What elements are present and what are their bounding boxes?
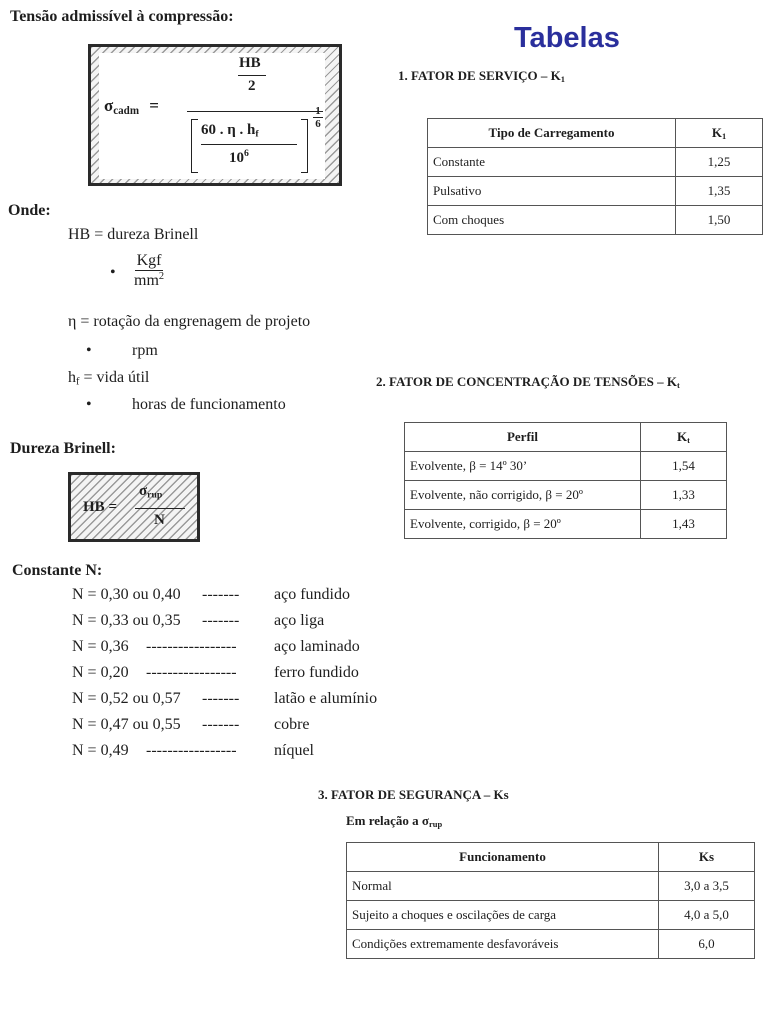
eta-definition: η = rotação da engrenagem de projeto [68, 313, 311, 330]
brinell-formula-box: HB = $\sigma_{rup}$ N [68, 472, 200, 542]
list-item: N = 0,30 ou 0,40 ------- aço fundido [72, 586, 350, 603]
exponent: 1 6 [313, 105, 323, 130]
table-row: Normal 3,0 a 3,5 [347, 872, 755, 901]
list-item: N = 0,20 ----------------- ferro fundido [72, 664, 359, 681]
bracket-numerator: 60 . η . $h_f$ [201, 122, 259, 140]
table-header-row: Tipo de Carregamento $K_1$ [428, 119, 763, 148]
list-item: N = 0,47 ou 0,55 ------- cobre [72, 716, 310, 733]
table-header-row: Funcionamento Ks [347, 843, 755, 872]
brinell-numerator: $\sigma_{rup}$ [139, 483, 163, 501]
service-factor-table [427, 118, 763, 235]
table-row: Evolvente, não corrigido, β = 20º 1,33 [405, 481, 727, 510]
safety-factor-table [346, 842, 755, 959]
stress-concentration-table [404, 422, 727, 539]
table-row: Com choques 1,50 [428, 206, 763, 235]
list-item: N = 0,33 ou 0,35 ------- aço liga [72, 612, 325, 629]
brinell-denominator: N [154, 512, 165, 528]
table-row: Evolvente, corrigido, β = 20º 1,43 [405, 510, 727, 539]
table3-title: 3. FATOR DE SEGURANÇA – Ks [318, 787, 509, 802]
table1-title: 1. FATOR DE SERVIÇO – $K_1$ [398, 68, 566, 85]
right-bracket [301, 119, 308, 173]
table-row: Pulsativo 1,35 [428, 177, 763, 206]
table-row: Condições extremamente desfavoráveis 6,0 [347, 930, 755, 959]
section-title: Tensão admissível à compressão: [10, 8, 234, 25]
hf-definition: $h_f$ = vida útil [68, 369, 150, 388]
formula-top-denominator: 2 [248, 78, 256, 94]
brinell-label: Dureza Brinell: [10, 440, 116, 457]
tables-heading: Tabelas [514, 22, 620, 54]
admissible-stress-formula-box [88, 44, 342, 186]
table3-subtitle: Em relação a $\sigma_{rup}$ [346, 813, 443, 830]
table-row: Constante 1,25 [428, 148, 763, 177]
bracket-fraction-bar [201, 144, 297, 145]
constante-label: Constante N: [12, 562, 103, 579]
top-fraction-bar [238, 75, 266, 76]
hb-definition: HB = dureza Brinell [68, 226, 199, 243]
formula-top-numerator: HB [239, 55, 261, 71]
bracket-denominator: $10^6$ [229, 148, 249, 166]
eta-unit: rpm [132, 342, 158, 359]
hb-unit: $\frac{\text{Kgf}}{mm^2}$ [134, 252, 165, 290]
table-row: Evolvente, β = 14º 30’ 1,54 [405, 452, 727, 481]
main-fraction-bar [187, 111, 323, 112]
list-item: N = 0,52 ou 0,57 ------- latão e alumínio [72, 690, 378, 707]
list-item: N = 0,49 ----------------- níquel [72, 742, 314, 759]
table2-title: 2. FATOR DE CONCENTRAÇÃO DE TENSÕES – $K_t$ [376, 374, 680, 391]
left-bracket [191, 119, 198, 173]
table-header-row: Perfil $K_t$ [405, 423, 727, 452]
brinell-fraction-bar [135, 508, 185, 509]
table-row: Sujeito a choques e oscilações de carga 4,0 a 5,0 [347, 901, 755, 930]
onde-label: Onde: [8, 202, 51, 219]
formula-lhs: $\sigma_{cadm}$ = [104, 96, 159, 117]
list-item: N = 0,36 ----------------- aço laminado [72, 638, 360, 655]
hf-unit: horas de funcionamento [132, 396, 286, 413]
